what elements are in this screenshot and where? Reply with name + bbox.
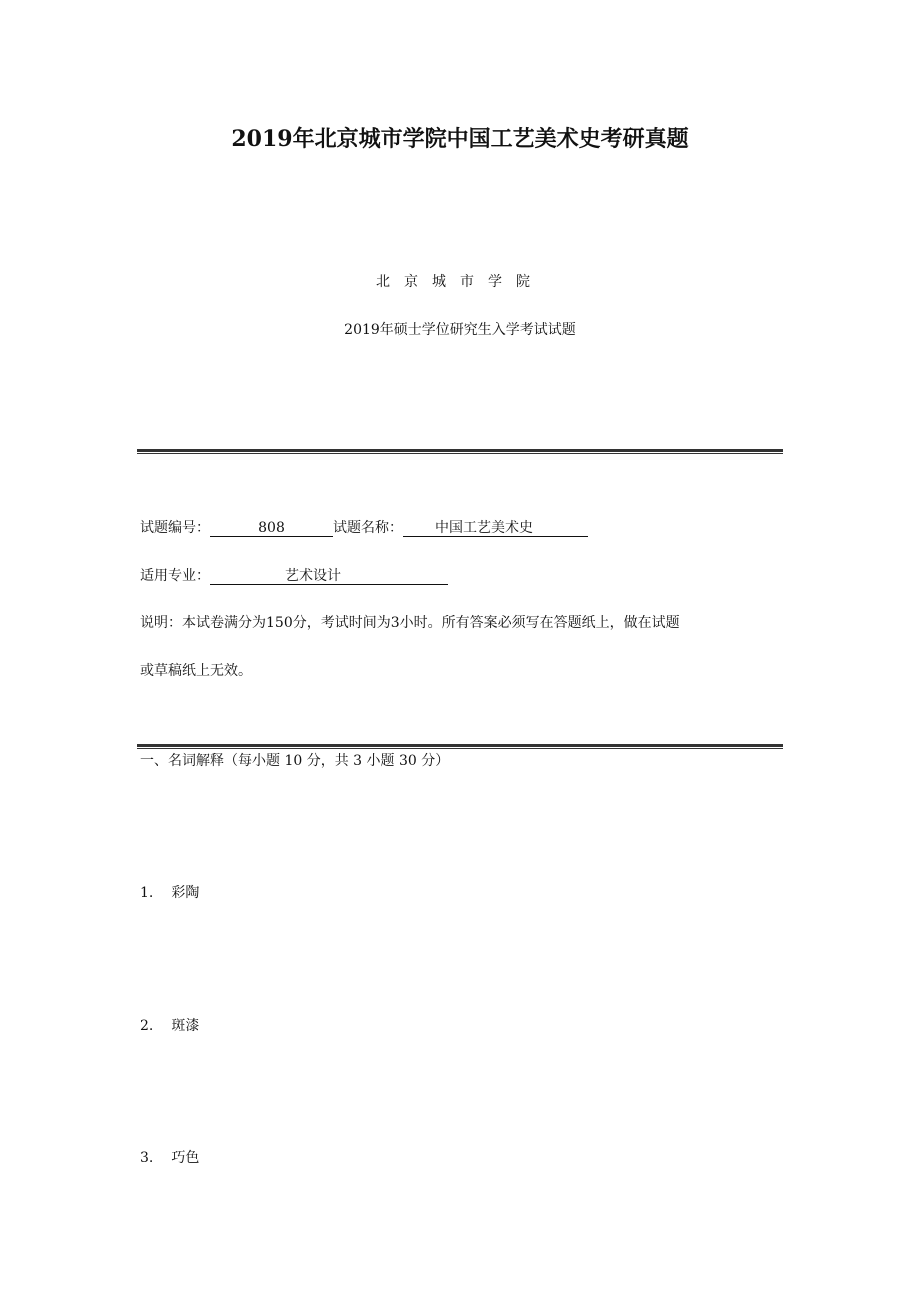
double-rule-divider [137,449,783,454]
major-label: 适用专业： [140,568,210,584]
section-heading: 一、名词解释（每小题 10 分，共 3 小题 30 分） [140,753,450,769]
exam-name-value: 中国工艺美术史 [403,520,588,537]
exam-code-label: 试题编号： [140,520,210,536]
exam-subtitle: 2019年硕士学位研究生入学考试试题 [344,322,576,338]
instructions-line-1: 说明：本试卷满分为150分，考试时间为3小时。所有答案必须写在答题纸上，做在试题 [140,615,680,631]
list-item: 3. 巧色 [140,1150,200,1166]
exam-code-row [140,517,588,537]
double-rule-divider [137,744,783,749]
school-name: 北京城市学院 [376,274,544,290]
instructions-line-2: 或草稿纸上无效。 [140,663,252,679]
major-value: 艺术设计 [210,568,448,585]
list-item: 2. 斑漆 [140,1018,200,1034]
document-title: 2019年北京城市学院中国工艺美术史考研真题 [231,126,689,152]
major-row [140,565,448,585]
exam-code-value: 808 [210,520,333,537]
exam-name-label: 试题名称： [333,520,403,536]
list-item: 1. 彩陶 [140,885,200,901]
